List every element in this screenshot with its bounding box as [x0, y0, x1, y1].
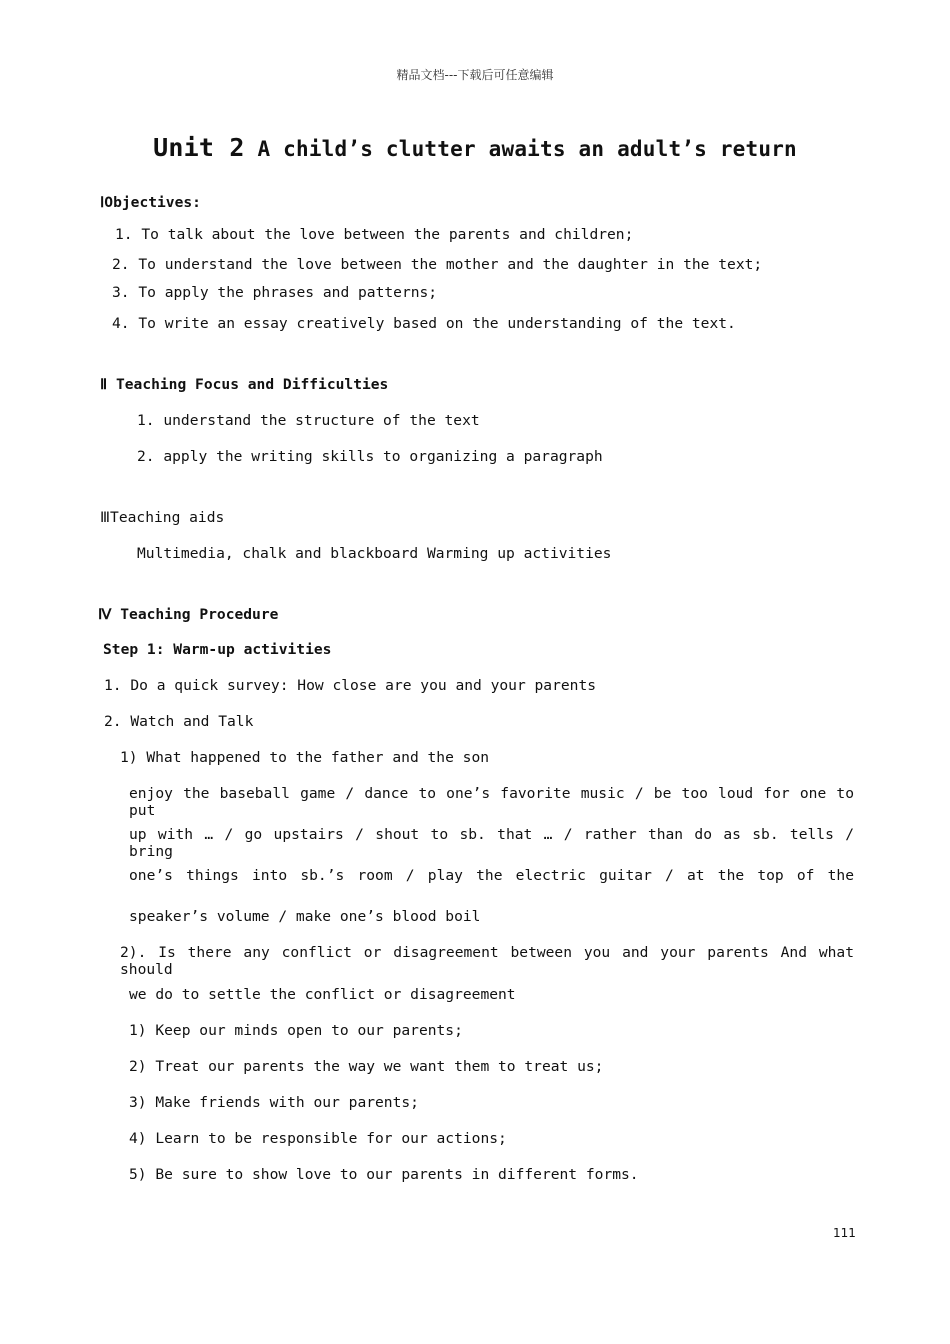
answer-item: 5) Be sure to show love to our parents in different forms.	[129, 1166, 639, 1183]
question-label: 2). Is there any conflict or disagreement between you and your parents And what should	[120, 944, 854, 978]
answer-item: 1) Keep our minds open to our parents;	[129, 1022, 463, 1039]
page-number: 111	[833, 1226, 856, 1240]
objective-item: 3. To apply the phrases and patterns;	[112, 284, 438, 301]
question-label-continued: we do to settle the conflict or disagreement	[129, 986, 516, 1003]
procedure-item: 2. Watch and Talk	[104, 713, 254, 730]
objective-item: 1. To talk about the love between the parents and children;	[115, 226, 634, 243]
focus-item: 1. understand the structure of the text	[137, 412, 480, 429]
procedure-heading: Ⅳ Teaching Procedure	[98, 606, 279, 623]
objectives-heading: ⅠObjectives:	[100, 194, 201, 211]
procedure-item: 1. Do a quick survey: How close are you and your parents	[104, 677, 597, 694]
aids-heading: ⅢTeaching aids	[100, 509, 225, 526]
step-heading: Step 1: Warm-up activities	[103, 641, 332, 658]
phrase-line: enjoy the baseball game / dance to one’s favorite music / be too loud for one to put	[129, 785, 854, 819]
document-title	[0, 133, 950, 162]
question-label: 1) What happened to the father and the son	[120, 749, 490, 766]
objective-item: 2. To understand the love between the mother and the daughter in the text;	[112, 256, 763, 273]
answer-item: 2) Treat our parents the way we want them to treat us;	[129, 1058, 604, 1075]
phrase-line: one’s things into sb.’s room / play the electric guitar / at the top of the	[129, 867, 854, 884]
title-text: A child’s clutter awaits an adult’s return	[244, 137, 797, 161]
answer-item: 4) Learn to be responsible for our actions;	[129, 1130, 507, 1147]
phrase-line: up with … / go upstairs / shout to sb. that … / rather than do as sb. tells / bring	[129, 826, 854, 860]
phrase-line: speaker’s volume / make one’s blood boil	[129, 908, 481, 925]
focus-heading: Ⅱ Teaching Focus and Difficulties	[100, 376, 389, 393]
title-unit: Unit 2	[153, 133, 245, 162]
aids-text: Multimedia, chalk and blackboard Warming up activities	[137, 545, 612, 562]
page-header: 精品文档---下载后可任意编辑	[396, 68, 554, 82]
objective-item: 4. To write an essay creatively based on the understanding of the text.	[112, 315, 736, 332]
focus-item: 2. apply the writing skills to organizing a paragraph	[137, 448, 603, 465]
answer-item: 3) Make friends with our parents;	[129, 1094, 419, 1111]
